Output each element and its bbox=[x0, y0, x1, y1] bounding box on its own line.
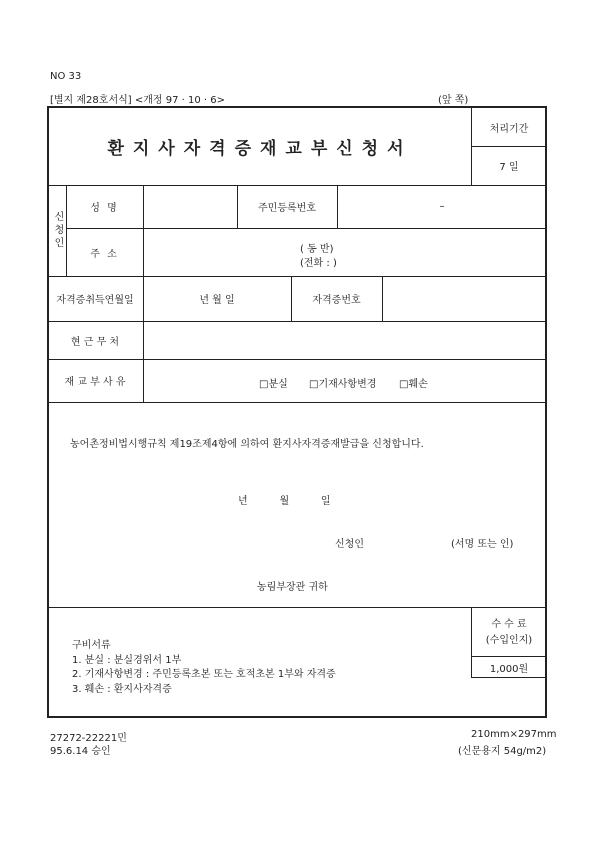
processing-period-label: 처리기간 bbox=[489, 123, 529, 135]
signer-label: 신청인 bbox=[335, 539, 364, 550]
workplace-field[interactable] bbox=[144, 322, 547, 359]
docs-title: 구비서류 bbox=[72, 640, 111, 651]
reason-option-lost[interactable]: □분실 bbox=[259, 379, 288, 390]
reason-option-change[interactable]: □기재사항변경 bbox=[309, 379, 377, 390]
fee-sub: (수입인지) bbox=[485, 634, 533, 646]
date-line: 년 월 일 bbox=[238, 496, 331, 507]
workplace-label: 현 근 무 처 bbox=[70, 336, 120, 348]
addressee: 농림부장관 귀하 bbox=[257, 582, 328, 593]
fee-value: 1,000원 bbox=[489, 663, 529, 675]
signature-note: (서명 또는 인) bbox=[451, 539, 514, 550]
address-field[interactable] bbox=[144, 229, 547, 276]
acquired-date-field[interactable]: 년 월 일 bbox=[199, 295, 235, 306]
form-code: 27272-22221민 bbox=[50, 733, 127, 744]
processing-period-value: 7 일 bbox=[499, 162, 519, 173]
approval-date: 95.6.14 승인 bbox=[50, 746, 111, 757]
name-label: 성 명 bbox=[90, 203, 119, 214]
doc-item-2: 2. 기재사항변경 : 주민등록초본 또는 호적초본 1부와 자격증 bbox=[72, 669, 336, 680]
cert-no-label: 자격증번호 bbox=[312, 295, 361, 306]
rrn-label: 주민등록번호 bbox=[258, 203, 316, 214]
applicant-label-text: 신청인 bbox=[52, 211, 63, 250]
paper-size: 210mm×297mm bbox=[471, 729, 557, 740]
reason-label: 재 교 부 사 유 bbox=[64, 377, 126, 388]
statement-text: 농어촌정비법시행규칙 제19조제4항에 의하여 환지사자격증재발급을 신청합니다. bbox=[70, 439, 424, 450]
applicant-label bbox=[49, 185, 66, 276]
form-number: NO 33 bbox=[50, 71, 82, 82]
form-title: 환지사자격증재교부신청서 bbox=[107, 139, 413, 159]
form-reference: [별지 제28호서식] <개정 97 · 10 · 6> bbox=[50, 95, 225, 106]
address-dong: ( 동 반) bbox=[300, 244, 334, 255]
rrn-dash: – bbox=[439, 201, 445, 212]
page-side: (앞 쪽) bbox=[438, 95, 469, 106]
address-label: 주 소 bbox=[90, 248, 119, 260]
name-field[interactable] bbox=[144, 186, 237, 228]
acquired-date-label: 자격증취득연월일 bbox=[56, 295, 134, 306]
address-phone: (전화 : ) bbox=[300, 258, 337, 269]
rrn-field[interactable] bbox=[337, 185, 547, 228]
cert-no-field[interactable] bbox=[383, 277, 547, 321]
fee-label: 수 수 료 bbox=[491, 618, 527, 630]
reason-option-damage[interactable]: □훼손 bbox=[399, 379, 428, 390]
doc-item-3: 3. 훼손 : 환지사자격증 bbox=[72, 684, 172, 695]
paper-type: (신문용지 54g/m2) bbox=[458, 746, 547, 757]
doc-item-1: 1. 분실 : 분실경위서 1부 bbox=[72, 655, 182, 666]
